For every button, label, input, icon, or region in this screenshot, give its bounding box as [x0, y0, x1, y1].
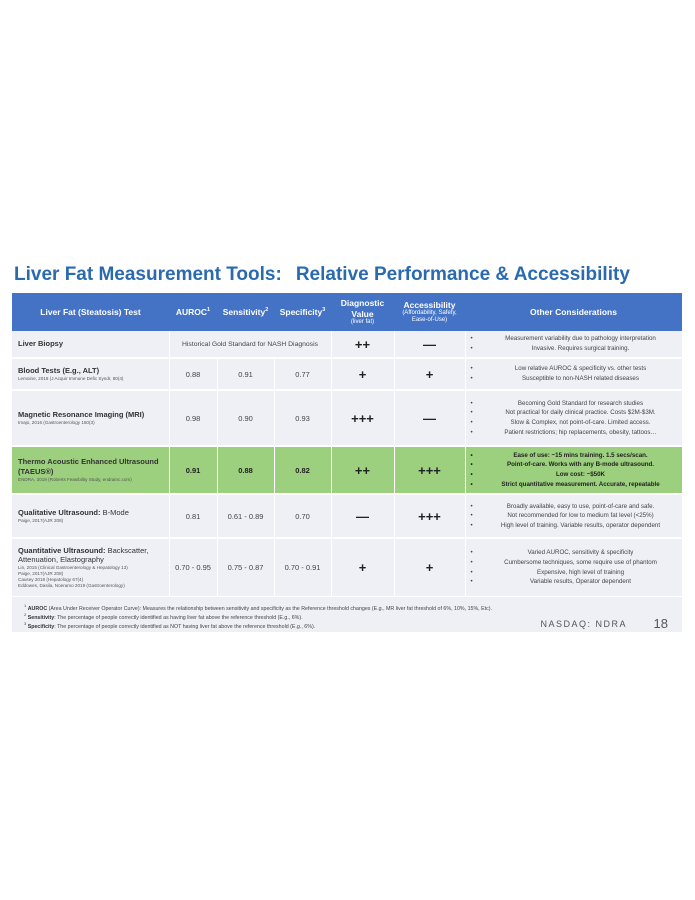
footnote-sensitivity: $^2$ Sensitivity: The percentage of people correctly identified as having liver fat above the reference threshold (E.g., 6%).	[24, 612, 303, 621]
ticker-label: NASDAQ: NDRA	[540, 619, 627, 629]
considerations-cell	[465, 390, 682, 446]
specificity-cell: 0.70 - 0.91	[274, 538, 331, 597]
page-number: 18	[653, 616, 668, 631]
list-item: • High level of training. Variable results, operator dependent	[469, 521, 679, 531]
diagnostic-cell: ++	[331, 331, 394, 358]
sensitivity-cell: 0.91	[217, 358, 274, 390]
considerations-cell	[465, 331, 682, 358]
list-item: • Susceptible to non-NASH related diseases	[469, 374, 679, 384]
header-specificity: Specificity$^3$	[279, 306, 326, 317]
header-other-considerations: Other Considerations	[530, 306, 617, 317]
list-item: • Cumbersome techniques, some require use of phantom	[469, 558, 679, 568]
test-name: Quantitative Ultrasound:	[18, 545, 106, 555]
table-row	[12, 358, 682, 390]
list-item: • Varied AUROC, sensitivity & specificity	[469, 548, 679, 558]
list-item: • Becoming Gold Standard for research studies	[469, 399, 679, 409]
specificity-cell: 0.82	[274, 446, 331, 494]
header-auroc: AUROC$^1$	[175, 306, 211, 317]
list-item: • Strict quantitative measurement. Accurate, repeatable	[469, 480, 679, 490]
specificity-cell: 0.77	[274, 358, 331, 390]
list-item: • Expensive, high level of training	[469, 568, 679, 578]
footnote-specificity: $^3$ Specificity: The percentage of people correctly identified as NOT having liver fat above the reference threshold (E.g., 6%).	[24, 621, 316, 630]
considerations-cell	[465, 358, 682, 390]
test-name: Qualitative Ultrasound:	[18, 507, 101, 517]
auroc-cell: 0.98	[169, 390, 217, 446]
diagnostic-cell: +	[331, 538, 394, 597]
merged-metrics-cell: Historical Gold Standard for NASH Diagnosis	[169, 331, 331, 358]
comparison-table	[12, 293, 683, 598]
test-name-detail: Backscatter, Attenuation, Elastography	[18, 545, 149, 565]
list-item: • Patient restrictions; hip replacements, obesity, tattoos…	[469, 428, 679, 438]
sensitivity-cell: 0.90	[217, 390, 274, 446]
considerations-cell	[465, 446, 682, 494]
diagnostic-cell: +++	[331, 390, 394, 446]
slide-title	[14, 264, 684, 286]
header-diagnostic-value: Diagnostic Value (liver fat)	[340, 298, 385, 325]
accessibility-cell: +++	[394, 446, 465, 494]
table-row	[12, 390, 682, 446]
sensitivity-cell: 0.61 - 0.89	[217, 494, 274, 538]
list-item: • Invasive. Requires surgical training.	[469, 344, 679, 354]
sensitivity-cell: 0.88	[217, 446, 274, 494]
auroc-cell: 0.88	[169, 358, 217, 390]
list-item: • Measurement variability due to pathology interpretation	[469, 334, 679, 344]
table-row	[12, 538, 682, 597]
test-cell: Qualitative Ultrasound: B-Mode Paige, 2017(AJR 208)	[12, 494, 169, 538]
list-item: • Broadly available, easy to use, point-of-care and safe.	[469, 502, 679, 512]
diagnostic-cell: +	[331, 358, 394, 390]
diagnostic-cell: —	[331, 494, 394, 538]
list-item: • Slow & Complex, not point-of-care. Limited access.	[469, 418, 679, 428]
auroc-cell: 0.81	[169, 494, 217, 538]
considerations-cell	[465, 538, 682, 597]
accessibility-cell: +	[394, 538, 465, 597]
sensitivity-cell: 0.75 - 0.87	[217, 538, 274, 597]
specificity-cell: 0.70	[274, 494, 331, 538]
accessibility-cell: —	[394, 390, 465, 446]
title-part-1: Liver Fat Measurement Tools:	[14, 264, 282, 285]
list-item: • Variable results, Operator dependent	[469, 577, 679, 587]
list-item: • Ease of use: ~15 mins training. 1.5 secs/scan.	[469, 451, 679, 461]
list-item: • Not recommended for low to medium fat level (<25%)	[469, 511, 679, 521]
table-row	[12, 331, 682, 358]
table-row-highlighted	[12, 446, 682, 494]
list-item: • Not practical for daily clinical practice. Costs $2M-$3M.	[469, 408, 679, 418]
specificity-cell: 0.93	[274, 390, 331, 446]
footnotes-panel	[12, 597, 682, 632]
list-item: • Low cost: ~$50K	[469, 470, 679, 480]
table-header-row	[12, 293, 682, 331]
test-cell: Thermo Acoustic Enhanced Ultrasound (TAEUS®) ENDRA, 2019 (Roberts Feasibility Study, endrainc.com)	[12, 446, 169, 494]
test-name-detail: B-Mode	[102, 507, 129, 517]
list-item: • Point-of-care. Works with any B-mode ultrasound.	[469, 460, 679, 470]
auroc-cell: 0.70 - 0.95	[169, 538, 217, 597]
table-row	[12, 494, 682, 538]
test-cell: Quantitative Ultrasound: Backscatter, Attenuation, Elastography Lin, 2015 (Clinical Gastroenterology & Hepatology 13) Paige, 2017(AJR 208) Causey 2018 (Hepatology 67(4) Eddowes, Dasila, Noeramo 2019 (Gastroenterology)	[12, 538, 169, 597]
accessibility-cell: +++	[394, 494, 465, 538]
test-cell: Blood Tests (E.g., ALT) Lemoine, 2018 (J Acquir Immune Defic Syndr, 80(4)	[12, 358, 169, 390]
header-accessibility: Accessibility (Affordability, Safety, Ease-of-Use)	[402, 300, 457, 324]
accessibility-cell: —	[394, 331, 465, 358]
test-cell: Magnetic Resonance Imaging (MRI) Imajo, 2016 (Gastroenterology 150(3)	[12, 390, 169, 446]
title-part-2: Relative Performance & Accessibility	[295, 264, 630, 285]
accessibility-cell: +	[394, 358, 465, 390]
list-item: • Low relative AUROC & specificity vs. other tests	[469, 364, 679, 374]
header-sensitivity: Sensitivity$^2$	[222, 306, 269, 317]
considerations-cell	[465, 494, 682, 538]
auroc-cell: 0.91	[169, 446, 217, 494]
diagnostic-cell: ++	[331, 446, 394, 494]
test-cell: Liver Biopsy	[12, 331, 169, 358]
footnote-auroc: $^1$ AUROC (Area Under Receiver Operator Curve): Measures the relationship between sensitivity and specificity as the Reference threshold changes (E.g., MR liver fat threshold of 6%, 10%, 15%, Etc).	[24, 603, 493, 612]
header-test: Liver Fat (Steatosis) Test	[40, 306, 141, 317]
